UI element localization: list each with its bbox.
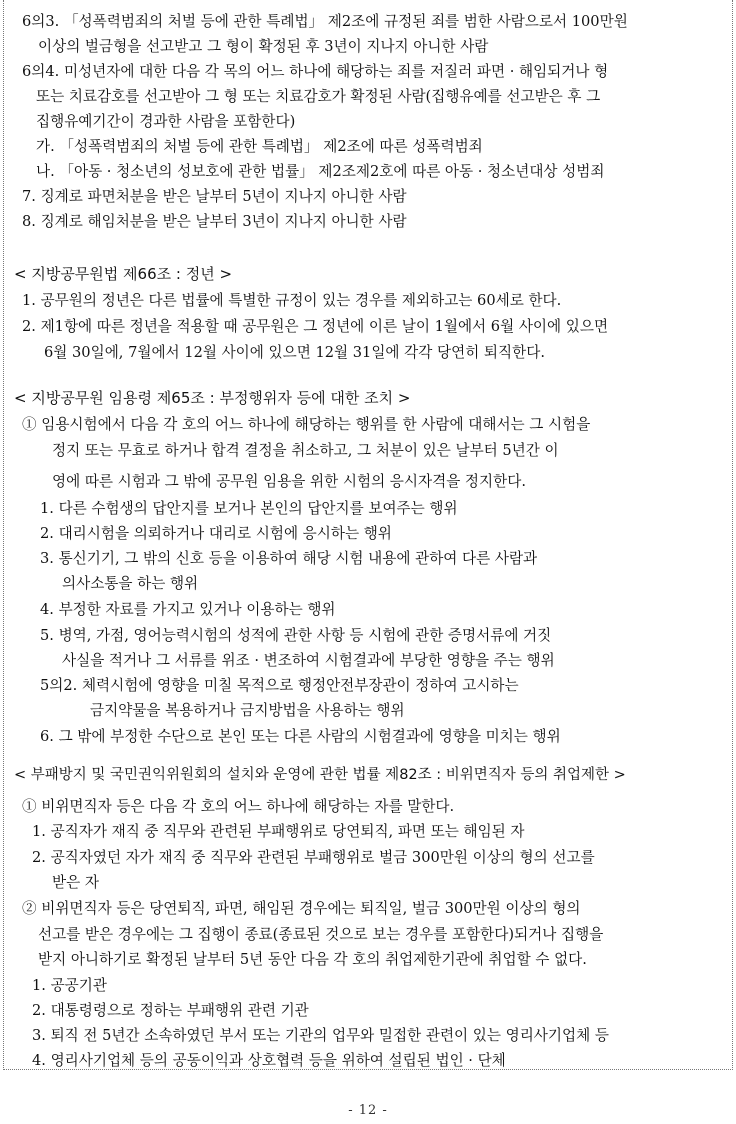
text-line: 이상의 벌금형을 선고받고 그 형이 확정된 후 3년이 지나지 아니한 사람 bbox=[38, 38, 489, 55]
text-line: 가. 「성폭력범죄의 처벌 등에 관한 특례법」 제2조에 따른 성폭력범죄 bbox=[36, 138, 483, 155]
text-line: 2. 제1항에 따른 정년을 적용할 때 공무원은 그 정년에 이른 날이 1월에서 6월 사이에 있으면 bbox=[22, 318, 609, 335]
text-line: 나. 「아동 · 청소년의 성보호에 관한 법률」 제2조제2호에 따른 아동 · 청소년대상 성범죄 bbox=[36, 163, 605, 180]
text-line: 의사소통을 하는 행위 bbox=[62, 575, 199, 592]
text-line: 정지 또는 무효로 하거나 합격 결정을 취소하고, 그 처분이 있은 날부터 5년간 이 bbox=[52, 442, 559, 459]
text-line: 1. 공무원의 정년은 다른 법률에 특별한 규정이 있는 경우를 제외하고는 60세로 한다. bbox=[22, 292, 562, 309]
text-line: ① 임용시험에서 다음 각 호의 어느 하나에 해당하는 행위를 한 사람에 대해서는 그 시험을 bbox=[22, 416, 591, 433]
text-line: 1. 공직자가 재직 중 직무와 관련된 부패행위로 당연퇴직, 파면 또는 해임된 자 bbox=[32, 823, 525, 840]
text-line: 5. 병역, 가점, 영어능력시험의 성적에 관한 사항 등 시험에 관한 증명서류에 거짓 bbox=[40, 627, 552, 644]
text-line: 2. 공직자였던 자가 재직 중 직무와 관련된 부패행위로 벌금 300만원 이상의 형의 선고를 bbox=[32, 849, 595, 866]
text-line: 받지 아니하기로 확정된 날부터 5년 동안 다음 각 호의 취업제한기관에 취업할 수 없다. bbox=[38, 951, 587, 968]
text-line: 6. 그 밖에 부정한 수단으로 본인 또는 다른 사람의 시험결과에 영향을 미치는 행위 bbox=[40, 728, 561, 745]
section-heading: < 지방공무원법 제66조 : 정년 > bbox=[14, 265, 233, 283]
text-line: 3. 퇴직 전 5년간 소속하였던 부서 또는 기관의 업무와 밀접한 관련이 있는 영리사기업체 등 bbox=[32, 1027, 609, 1044]
text-line: ① 비위면직자 등은 다음 각 호의 어느 하나에 해당하는 자를 말한다. bbox=[22, 798, 455, 815]
text-line: 6의4. 미성년자에 대한 다음 각 목의 어느 하나에 해당하는 죄를 저질러 파면 · 해임되거나 형 bbox=[22, 63, 609, 80]
text-line: 2. 대리시험을 의뢰하거나 대리로 시험에 응시하는 행위 bbox=[40, 525, 392, 542]
text-line: 3. 통신기기, 그 밖의 신호 등을 이용하여 해당 시험 내용에 관하여 다른 사람과 bbox=[40, 550, 538, 567]
text-line: 7. 징계로 파면처분을 받은 날부터 5년이 지나지 아니한 사람 bbox=[22, 188, 407, 205]
text-line: 6의3. 「성폭력범죄의 처벌 등에 관한 특례법」 제2조에 규정된 죄를 범한 사람으로서 100만원 bbox=[22, 13, 628, 30]
text-line: 2. 대통령령으로 정하는 부패행위 관련 기관 bbox=[32, 1002, 309, 1019]
text-line: 8. 징계로 해임처분을 받은 날부터 3년이 지나지 아니한 사람 bbox=[22, 213, 407, 230]
section-heading: < 지방공무원 임용령 제65조 : 부정행위자 등에 대한 조치 > bbox=[14, 389, 411, 407]
text-line: 또는 치료감호를 선고받아 그 형 또는 치료감호가 확정된 사람(집행유예를 선고받은 후 그 bbox=[36, 88, 601, 105]
text-line: 영에 따른 시험과 그 밖에 공무원 임용을 위한 시험의 응시자격을 정지한다. bbox=[52, 473, 526, 490]
text-line: 금지약물을 복용하거나 금지방법을 사용하는 행위 bbox=[90, 702, 405, 719]
text-line: 사실을 적거나 그 서류를 위조 · 변조하여 시험결과에 부당한 영향을 주는 행위 bbox=[62, 652, 555, 669]
text-line: 4. 부정한 자료를 가지고 있거나 이용하는 행위 bbox=[40, 601, 336, 618]
text-line: 선고를 받은 경우에는 그 집행이 종료(종료된 것으로 보는 경우를 포함한다)되거나 집행을 bbox=[38, 926, 604, 943]
page-number: - 12 - bbox=[348, 1103, 388, 1118]
text-line: ② 비위면직자 등은 당연퇴직, 파면, 해임된 경우에는 퇴직일, 벌금 300만원 이상의 형의 bbox=[22, 900, 581, 917]
text-line: 받은 자 bbox=[52, 874, 99, 891]
text-line: 5의2. 체력시험에 영향을 미칠 목적으로 행정안전부장관이 정하여 고시하는 bbox=[40, 677, 519, 694]
section-heading: < 부패방지 및 국민권익위원회의 설치와 운영에 관한 법률 제82조 : 비위면직자 등의 취업제한 > bbox=[14, 767, 626, 783]
text-line: 1. 공공기관 bbox=[32, 977, 107, 994]
text-line: 6월 30일에, 7월에서 12월 사이에 있으면 12월 31일에 각각 당연히 퇴직한다. bbox=[44, 344, 545, 361]
text-line: 집행유예기간이 경과한 사람을 포함한다) bbox=[36, 113, 296, 130]
text-line: 4. 영리사기업체 등의 공동이익과 상호협력 등을 위하여 설립된 법인 · 단체 bbox=[32, 1052, 506, 1069]
text-line: 1. 다른 수험생의 답안지를 보거나 본인의 답안지를 보여주는 행위 bbox=[40, 500, 458, 517]
